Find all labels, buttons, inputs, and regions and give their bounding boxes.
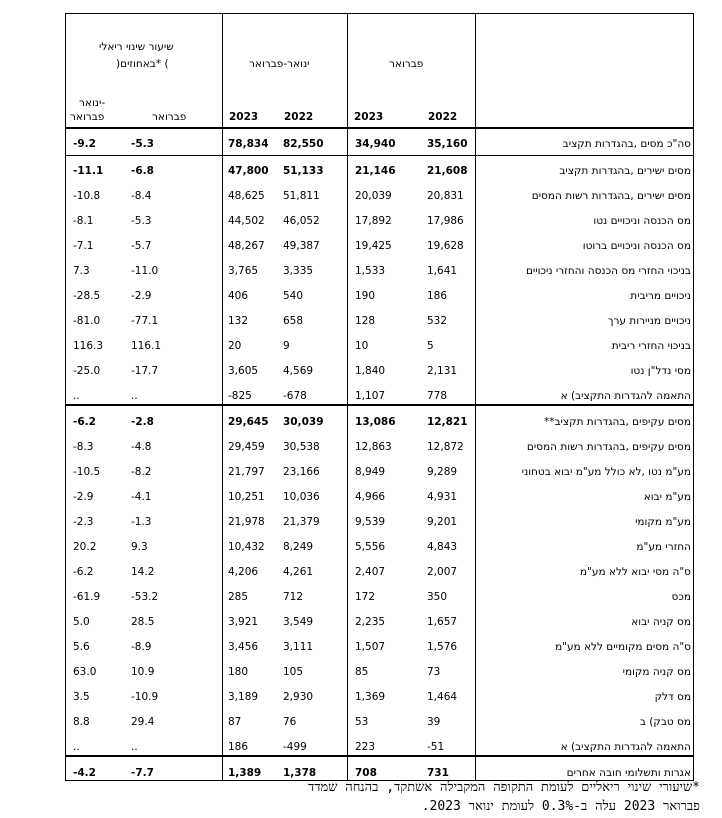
cell-feb-2022: 9,201 [427, 516, 458, 528]
cell-feb-2023: 13,086 [355, 416, 396, 428]
cell-jan-feb-2022: 30,538 [283, 441, 320, 453]
cell-feb-2022: 12,872 [427, 441, 464, 453]
cell-real-jan-feb: 5.6 [73, 641, 90, 653]
table-row [66, 290, 693, 303]
cell-real-jan-feb: -81.0 [73, 315, 101, 327]
cell-real-jan-feb: .. [73, 390, 80, 402]
cell-jan-feb-2023: 10,432 [228, 541, 265, 553]
row-label: סה"כ מסים ,בהגדרות תקציב [562, 138, 691, 150]
cell-jan-feb-2023: 1,389 [228, 767, 262, 779]
header-group-real-change-line1: שיעור שינוי ריאלי [99, 41, 174, 53]
cell-jan-feb-2022: 46,052 [283, 215, 320, 227]
cell-real-feb: -4.1 [131, 491, 152, 503]
cell-real-feb: -77.1 [131, 315, 159, 327]
cell-feb-2022: -51 [427, 741, 445, 753]
cell-feb-2023: 1,507 [355, 641, 386, 653]
row-label: מס הכנסה וניכויים ברוטו [582, 240, 691, 252]
cell-feb-2023: 708 [355, 767, 377, 779]
cell-feb-2023: 190 [355, 290, 376, 302]
cell-jan-feb-2023: 21,978 [228, 516, 265, 528]
cell-jan-feb-2022: 2,930 [283, 691, 314, 703]
header-real-jan-feb-line2: פברואר [70, 111, 105, 123]
row-label: התאמה להגדרות התקציב) א [560, 390, 691, 402]
row-label: החזרי מע"מ [636, 541, 691, 553]
table-row [66, 591, 693, 604]
cell-jan-feb-2022: 3,549 [283, 616, 314, 628]
table-row [66, 741, 693, 754]
row-label: ניכויים מריבית [630, 290, 691, 302]
cell-feb-2023: 1,840 [355, 365, 386, 377]
row-label: מס טבק) ב [639, 716, 691, 728]
header-group-jan-feb: ינואר-פברואר [249, 58, 310, 70]
cell-feb-2022: 731 [427, 767, 449, 779]
cell-jan-feb-2023: 186 [228, 741, 249, 753]
cell-real-feb: -4.8 [131, 441, 152, 453]
row-label: התאמה להגדרות התקציב) א [560, 741, 691, 753]
cell-jan-feb-2022: -678 [283, 390, 307, 402]
cell-feb-2022: 9,289 [427, 466, 458, 478]
header-group-real-change-line2: )באחוזים* ( [116, 58, 169, 70]
cell-real-feb: -6.8 [131, 165, 154, 177]
cell-feb-2022: 4,931 [427, 491, 458, 503]
table-row [66, 390, 693, 403]
cell-jan-feb-2022: 8,249 [283, 541, 314, 553]
cell-feb-2023: 4,966 [355, 491, 386, 503]
cell-feb-2022: 778 [427, 390, 448, 402]
cell-feb-2023: 17,892 [355, 215, 392, 227]
cell-feb-2023: 21,146 [355, 165, 396, 177]
cell-jan-feb-2023: 3,765 [228, 265, 259, 277]
cell-real-jan-feb: -2.9 [73, 491, 94, 503]
cell-jan-feb-2023: 4,206 [228, 566, 259, 578]
cell-real-feb: -53.2 [131, 591, 159, 603]
cell-feb-2022: 73 [427, 666, 441, 678]
cell-jan-feb-2022: 105 [283, 666, 304, 678]
cell-real-feb: 9.3 [131, 541, 148, 553]
cell-feb-2022: 4,843 [427, 541, 458, 553]
row-label: מס דלק [654, 691, 691, 703]
cell-jan-feb-2023: -825 [228, 390, 252, 402]
table-row [66, 641, 693, 654]
cell-jan-feb-2022: 21,379 [283, 516, 320, 528]
cell-feb-2023: 5,556 [355, 541, 386, 553]
cell-real-jan-feb: -4.2 [73, 767, 96, 779]
row-label: ס"ה מסי יבוא ללא מע"מ [579, 566, 691, 578]
cell-jan-feb-2023: 285 [228, 591, 249, 603]
cell-real-jan-feb: -10.5 [73, 466, 101, 478]
cell-feb-2023: 223 [355, 741, 376, 753]
cell-jan-feb-2022: 49,387 [283, 240, 320, 252]
cell-real-jan-feb: 7.3 [73, 265, 90, 277]
row-label: בניכוי החזרי מס הכנסה והחזרי ניכויים [525, 265, 691, 277]
cell-real-jan-feb: -6.2 [73, 416, 96, 428]
cell-jan-feb-2023: 3,456 [228, 641, 259, 653]
cell-jan-feb-2023: 44,502 [228, 215, 265, 227]
header-real-jan-feb-line1: ינואר- [79, 97, 106, 109]
cell-real-feb: .. [131, 390, 138, 402]
cell-jan-feb-2022: 76 [283, 716, 297, 728]
cell-real-feb: -5.7 [131, 240, 152, 252]
cell-feb-2022: 1,641 [427, 265, 458, 277]
cell-jan-feb-2022: 4,569 [283, 365, 314, 377]
row-label: מע"מ מקומי [635, 516, 691, 528]
cell-real-jan-feb: 116.3 [73, 340, 104, 352]
cell-feb-2023: 2,407 [355, 566, 386, 578]
cell-jan-feb-2022: 30,039 [283, 416, 324, 428]
table-row [66, 190, 693, 203]
header-bottom-line [66, 127, 693, 129]
cell-feb-2022: 12,821 [427, 416, 468, 428]
cell-jan-feb-2023: 87 [228, 716, 242, 728]
cell-real-jan-feb: -9.2 [73, 138, 96, 150]
table-row [66, 340, 693, 353]
cell-feb-2023: 19,425 [355, 240, 392, 252]
cell-jan-feb-2022: 3,335 [283, 265, 314, 277]
cell-jan-feb-2022: -499 [283, 741, 307, 753]
cell-real-jan-feb: -11.1 [73, 165, 104, 177]
table-row [66, 666, 693, 679]
cell-real-jan-feb: .. [73, 741, 80, 753]
cell-real-feb: -2.9 [131, 290, 152, 302]
cell-feb-2023: 10 [355, 340, 369, 352]
table-row [66, 616, 693, 629]
cell-real-feb: .. [131, 741, 138, 753]
cell-jan-feb-2022: 51,133 [283, 165, 324, 177]
cell-jan-feb-2022: 82,550 [283, 138, 324, 150]
header-feb-2023: 2023 [354, 111, 384, 123]
table-row [66, 265, 693, 278]
cell-jan-feb-2023: 3,189 [228, 691, 259, 703]
cell-feb-2023: 172 [355, 591, 376, 603]
table-row [66, 466, 693, 479]
cell-jan-feb-2022: 540 [283, 290, 304, 302]
cell-feb-2022: 1,464 [427, 691, 458, 703]
cell-feb-2023: 53 [355, 716, 369, 728]
cell-feb-2022: 17,986 [427, 215, 464, 227]
cell-jan-feb-2022: 1,378 [283, 767, 317, 779]
table-row [66, 541, 693, 554]
table-row [66, 491, 693, 504]
cell-real-feb: 10.9 [131, 666, 155, 678]
cell-jan-feb-2022: 3,111 [283, 641, 314, 653]
cell-jan-feb-2022: 51,811 [283, 190, 320, 202]
cell-feb-2023: 8,949 [355, 466, 386, 478]
table-row [66, 516, 693, 529]
header-feb-2022: 2022 [428, 111, 458, 123]
cell-jan-feb-2022: 4,261 [283, 566, 314, 578]
cell-feb-2022: 39 [427, 716, 441, 728]
cell-feb-2022: 19,628 [427, 240, 464, 252]
cell-real-jan-feb: 3.5 [73, 691, 90, 703]
cell-real-jan-feb: -7.1 [73, 240, 94, 252]
table-row [66, 240, 693, 253]
row-label: מסים עקיפים ,בהגדרות תקציב** [543, 416, 691, 428]
cell-jan-feb-2023: 48,625 [228, 190, 265, 202]
cell-feb-2023: 1,107 [355, 390, 386, 402]
cell-real-feb: -8.2 [131, 466, 152, 478]
row-label: מסים ישירים ,בהגדרות תקציב [559, 165, 691, 177]
cell-feb-2022: 35,160 [427, 138, 468, 150]
cell-feb-2022: 1,576 [427, 641, 458, 653]
row-label: מסים עקיפים ,בהגדרות רשות המסים [526, 441, 691, 453]
table-row [66, 716, 693, 729]
cell-real-feb: -1.3 [131, 516, 152, 528]
cell-real-feb: 116.1 [131, 340, 162, 352]
cell-jan-feb-2022: 9 [283, 340, 290, 352]
table-row [66, 315, 693, 328]
cell-real-feb: -5.3 [131, 138, 154, 150]
cell-jan-feb-2023: 10,251 [228, 491, 265, 503]
table-row [66, 566, 693, 579]
cell-real-jan-feb: -25.0 [73, 365, 101, 377]
cell-feb-2022: 20,831 [427, 190, 464, 202]
cell-real-jan-feb: -8.3 [73, 441, 94, 453]
section-divider [66, 404, 693, 406]
table-row [66, 691, 693, 704]
cell-feb-2023: 12,863 [355, 441, 392, 453]
table-row [66, 138, 693, 151]
cell-jan-feb-2022: 712 [283, 591, 304, 603]
header-group-february: פברואר [389, 58, 424, 70]
cell-feb-2023: 9,539 [355, 516, 386, 528]
cell-real-jan-feb: -6.2 [73, 566, 94, 578]
cell-jan-feb-2023: 48,267 [228, 240, 265, 252]
cell-real-jan-feb: 8.8 [73, 716, 90, 728]
cell-jan-feb-2023: 3,921 [228, 616, 259, 628]
row-label: ניכויים מניירות ערך [607, 315, 691, 327]
row-label: מס קניה מקומי [622, 666, 691, 678]
table-row [66, 165, 693, 178]
cell-feb-2023: 2,235 [355, 616, 386, 628]
cell-feb-2023: 1,533 [355, 265, 386, 277]
cell-real-feb: -8.9 [131, 641, 152, 653]
cell-feb-2023: 128 [355, 315, 376, 327]
cell-feb-2022: 1,657 [427, 616, 458, 628]
cell-real-jan-feb: -10.8 [73, 190, 101, 202]
cell-feb-2022: 2,131 [427, 365, 458, 377]
table-row [66, 416, 693, 429]
cell-real-jan-feb: 20.2 [73, 541, 97, 553]
tax-revenue-table [65, 13, 694, 781]
row-label: מס קניה יבוא [631, 616, 691, 628]
table-row [66, 441, 693, 454]
header-jan-feb-2022: 2022 [284, 111, 314, 123]
cell-jan-feb-2023: 180 [228, 666, 249, 678]
cell-jan-feb-2022: 23,166 [283, 466, 320, 478]
row-label: מכס [671, 591, 691, 603]
cell-real-feb: 29.4 [131, 716, 155, 728]
cell-feb-2023: 20,039 [355, 190, 392, 202]
cell-real-feb: -7.7 [131, 767, 154, 779]
cell-jan-feb-2023: 29,459 [228, 441, 265, 453]
row-label: ס"ה מסים מקומיים ללא מע"מ [555, 641, 691, 653]
cell-jan-feb-2022: 658 [283, 315, 304, 327]
section-divider [66, 155, 693, 156]
cell-feb-2023: 34,940 [355, 138, 396, 150]
cell-jan-feb-2023: 29,645 [228, 416, 269, 428]
cell-real-feb: 28.5 [131, 616, 155, 628]
row-label: בניכוי החזרי ריבית [611, 340, 691, 352]
cell-jan-feb-2023: 21,797 [228, 466, 265, 478]
cell-real-jan-feb: -61.9 [73, 591, 101, 603]
cell-jan-feb-2022: 10,036 [283, 491, 320, 503]
cell-real-jan-feb: -2.3 [73, 516, 94, 528]
cell-jan-feb-2023: 406 [228, 290, 249, 302]
cell-feb-2022: 532 [427, 315, 448, 327]
row-label: מס הכנסה וניכויים נטו [593, 215, 691, 227]
cell-feb-2023: 85 [355, 666, 369, 678]
cell-real-feb: -11.0 [131, 265, 159, 277]
cell-real-jan-feb: 63.0 [73, 666, 97, 678]
cell-real-feb: -5.3 [131, 215, 152, 227]
row-label: מע"מ יבוא [643, 491, 691, 503]
cell-real-jan-feb: 5.0 [73, 616, 90, 628]
cell-feb-2022: 5 [427, 340, 434, 352]
cell-real-jan-feb: -8.1 [73, 215, 94, 227]
table-row [66, 215, 693, 228]
cell-real-feb: -17.7 [131, 365, 159, 377]
cell-feb-2023: 1,369 [355, 691, 386, 703]
cell-jan-feb-2023: 132 [228, 315, 249, 327]
header-real-february: פברואר [152, 111, 187, 123]
cell-real-feb: -2.8 [131, 416, 154, 428]
row-label: מסי נדל"ן נטו [630, 365, 691, 377]
cell-feb-2022: 21,608 [427, 165, 468, 177]
cell-feb-2022: 2,007 [427, 566, 458, 578]
footnote-line-2: פברואר 2023 עלה ב-0.3% לעומת ינואר 2023. [421, 799, 700, 814]
cell-jan-feb-2023: 3,605 [228, 365, 259, 377]
row-label: מסים ישירים ,בהגדרות רשות המסים [531, 190, 691, 202]
cell-real-feb: -8.4 [131, 190, 152, 202]
cell-feb-2022: 186 [427, 290, 448, 302]
header-jan-feb-2023: 2023 [229, 111, 259, 123]
row-label: מע"מ נטו ,לא כולל מע"מ יבוא בטחוני [521, 466, 691, 478]
cell-jan-feb-2023: 47,800 [228, 165, 269, 177]
footnote-line-1: *שיעורי שינוי ריאליים לעומת התקופה המקבילה אשתקד, בהנחה שמדד [308, 780, 700, 795]
cell-real-feb: -10.9 [131, 691, 159, 703]
cell-real-feb: 14.2 [131, 566, 155, 578]
cell-real-jan-feb: -28.5 [73, 290, 101, 302]
cell-feb-2022: 350 [427, 591, 448, 603]
section-divider [66, 755, 693, 757]
table-row [66, 365, 693, 378]
cell-jan-feb-2023: 78,834 [228, 138, 269, 150]
cell-jan-feb-2023: 20 [228, 340, 242, 352]
row-label: אגרות ותשלומי חובה אחרים [566, 767, 691, 779]
footnote [20, 778, 700, 816]
